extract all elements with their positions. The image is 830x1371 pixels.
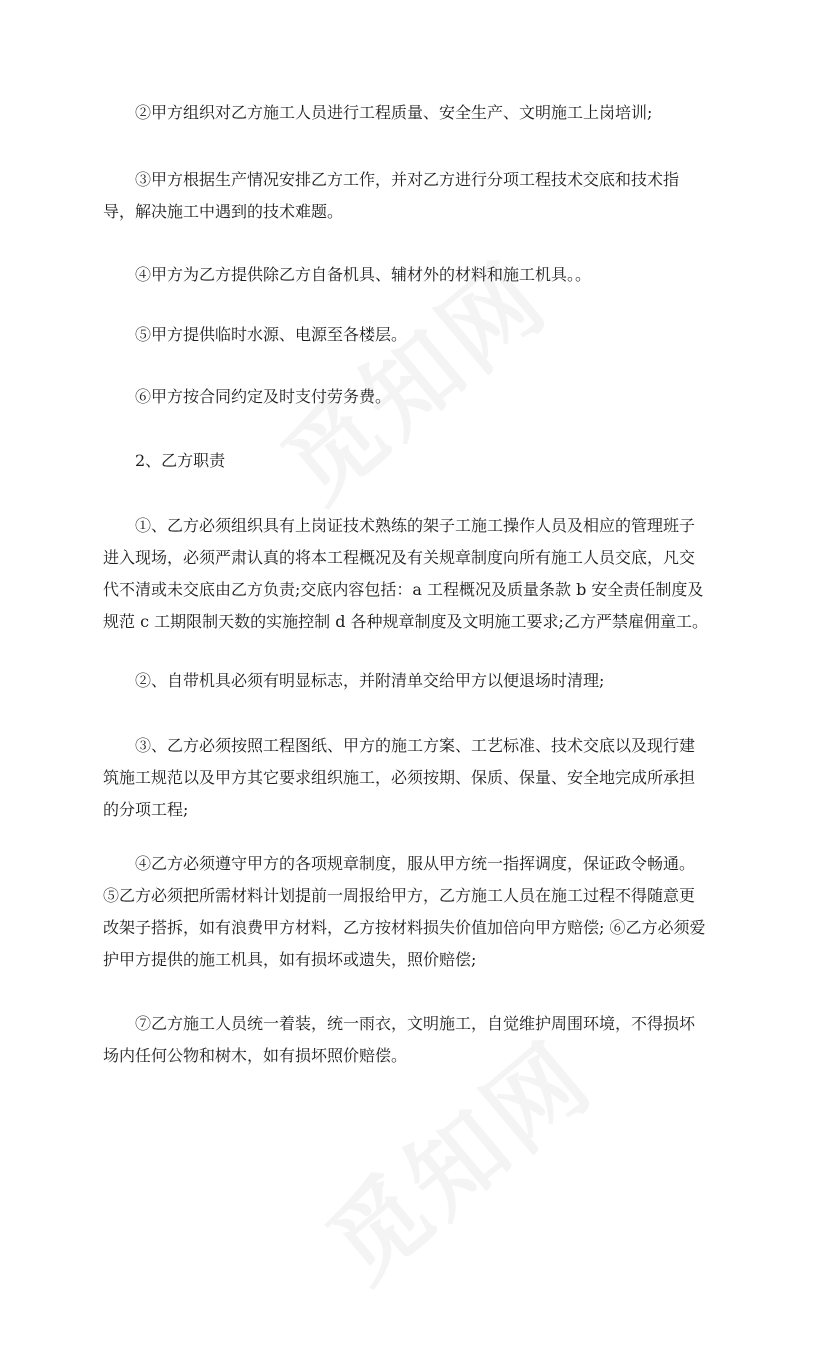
paragraph-line: ①、乙方必须组织具有上岗证技术熟练的架子工施工操作人员及相应的管理班子 bbox=[135, 516, 696, 535]
paragraph-line: 的分项工程; bbox=[103, 800, 189, 819]
paragraph-line: 代不清或未交底由乙方负责;交底内容包括：a 工程概况及质量条款 b 安全责任制度及 bbox=[103, 580, 704, 599]
paragraph-party-a-training bbox=[103, 97, 731, 129]
paragraph-party-b-organize bbox=[103, 510, 731, 638]
paragraph-line: 导，解决施工中遇到的技术难题。 bbox=[103, 202, 344, 221]
paragraph-party-b-equipment-mark bbox=[103, 665, 731, 697]
paragraph-line: 进入现场，必须严肃认真的将本工程概况及有关规章制度向所有施工人员交底，凡交 bbox=[103, 548, 696, 567]
paragraph-line: ④甲方为乙方提供除乙方自备机具、辅材外的材料和施工机具。。 bbox=[135, 265, 592, 284]
paragraph-party-a-payment bbox=[103, 381, 731, 413]
section-heading-party-b-duties bbox=[103, 445, 731, 477]
paragraph-line: ⑥甲方按合同约定及时支付劳务费。 bbox=[135, 387, 392, 406]
paragraph-party-b-uniform bbox=[103, 1008, 731, 1072]
paragraph-party-a-water-power bbox=[103, 319, 731, 351]
paragraph-party-b-construction bbox=[103, 730, 731, 826]
paragraph-party-a-materials bbox=[103, 259, 731, 291]
paragraph-line: 场内任何公物和树木，如有损坏照价赔偿。 bbox=[103, 1046, 408, 1065]
section-heading: 2、乙方职责 bbox=[135, 451, 226, 470]
paragraph-line: ⑦乙方施工人员统一着装，统一雨衣，文明施工，自觉维护周围环境，不得损坏 bbox=[135, 1014, 696, 1033]
paragraph-line: ②甲方组织对乙方施工人员进行工程质量、安全生产、文明施工上岗培训; bbox=[135, 103, 653, 122]
paragraph-line: ③甲方根据生产情况安排乙方工作，并对乙方进行分项工程技术交底和技术指 bbox=[135, 170, 680, 189]
paragraph-line: ③、乙方必须按照工程图纸、甲方的施工方案、工艺标准、技术交底以及现行建 bbox=[135, 736, 696, 755]
paragraph-line: ⑤甲方提供临时水源、电源至各楼层。 bbox=[135, 325, 408, 344]
paragraph-line: 护甲方提供的施工机具，如有损坏或遗失，照价赔偿; bbox=[103, 950, 477, 969]
paragraph-line: ②、自带机具必须有明显标志，并附清单交给甲方以便退场时清理; bbox=[135, 671, 605, 690]
paragraph-line: 改架子搭拆，如有浪费甲方材料，乙方按材料损失价值加倍向甲方赔偿; ⑥乙方必须爱 bbox=[103, 918, 706, 937]
paragraph-line: 筑施工规范以及甲方其它要求组织施工，必须按期、保质、保量、安全地完成所承担 bbox=[103, 768, 696, 787]
paragraph-line: ⑤乙方必须把所需材料计划提前一周报给甲方，乙方施工人员在施工过程不得随意更 bbox=[103, 886, 696, 905]
paragraph-line: 规范 c 工期限制天数的实施控制 d 各种规章制度及文明施工要求;乙方严禁雇佣童工。 bbox=[103, 612, 708, 631]
paragraph-party-a-arrange-work bbox=[103, 164, 731, 228]
paragraph-line: ④乙方必须遵守甲方的各项规章制度，服从甲方统一指挥调度，保证政令畅通。 bbox=[135, 854, 696, 873]
paragraph-party-b-rules bbox=[103, 848, 731, 976]
